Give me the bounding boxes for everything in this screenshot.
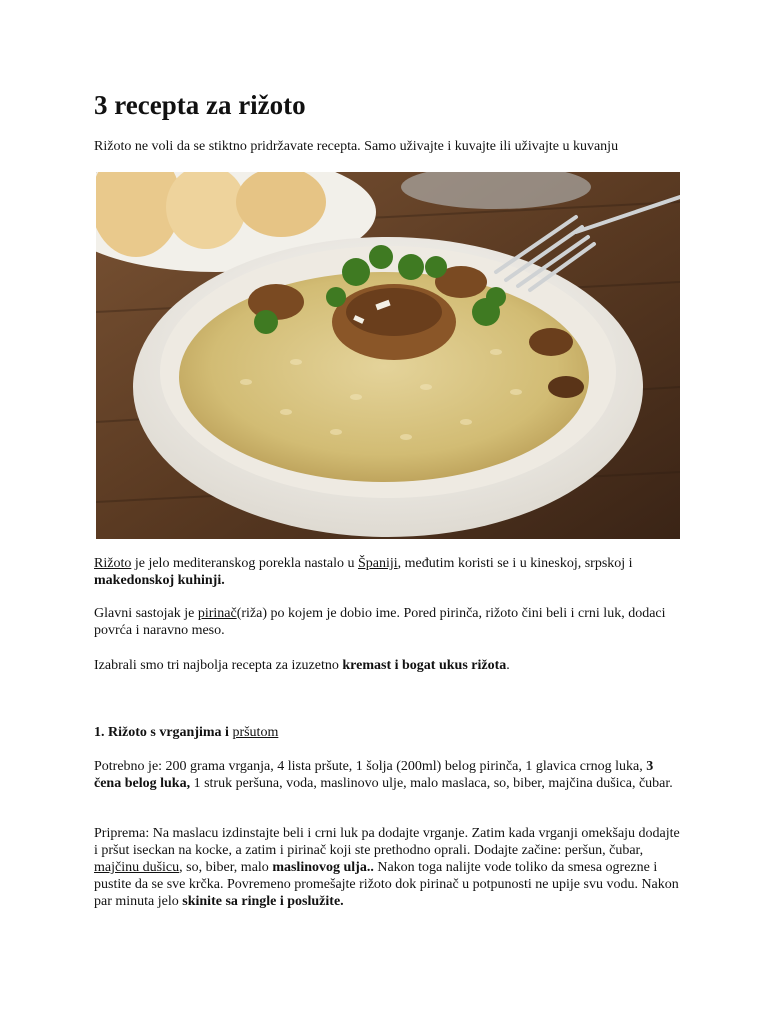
recipe-1-preparation: Priprema: Na maslacu izdinstajte beli i crni luk pa dodajte vrganje. Zatim kada vrganji omekšaju dodajte i pršut iseckan na kocke, a zatim i pirinač koji ste prethodno oprali. Dodajte začine: peršun, čubar, majčinu dušicu, so, biber, malo maslinovog ulja.. Nakon toga nalijte vode toliko da smesa ogrezne i pustite da se sve krčka. Povremeno promešajte rižoto dok pirinač u potpunosti ne upije svu vodu. Nakon par minuta jelo skinite sa ringle i poslužite. — [94, 826, 680, 909]
selection-paragraph: Izabrali smo tri najbolja recepta za izuzetno kremast i bogat ukus rižota. — [94, 658, 510, 673]
ingredient-paragraph: Glavni sastojak je pirinač(riža) po kojem je dobio ime. Pored pirinča, rižoto čini beli i crni luk, dodaci povrća i naravno meso. — [94, 606, 666, 638]
link-spanija[interactable]: Španiji — [358, 556, 398, 571]
subtitle: Rižoto ne voli da se stiktno pridržavate recepta. Samo uživajte i kuvajte ili uživajte u kuvanju — [94, 139, 619, 154]
link-majcina-dusica[interactable]: majčinu dušicu — [94, 860, 180, 875]
recipe-1-ingredients: Potrebno je: 200 grama vrganja, 4 lista pršute, 1 šolja (200ml) belog pirinča, 1 glavica crnog luka, 3 čena belog luka, 1 struk peršuna, voda, maslinovo ulje, malo maslaca, so, biber, majčina dušica, čubar. — [94, 759, 673, 791]
link-prsut[interactable]: pršutom — [232, 725, 279, 740]
risotto-photo — [96, 172, 680, 539]
link-pirinac[interactable]: pirinač — [197, 606, 237, 621]
intro-paragraph: Rižoto je jelo mediteranskog porekla nastalo u Španiji, međutim koristi se i u kineskoj, srpskoj i makedonskoj kuhinji. — [94, 556, 633, 588]
link-rizoto[interactable]: Rižoto — [94, 556, 132, 571]
recipe-1-heading: 1. Rižoto s vrganjima i pršutom — [94, 725, 279, 740]
page-title: 3 recepta za rižoto — [94, 90, 306, 120]
